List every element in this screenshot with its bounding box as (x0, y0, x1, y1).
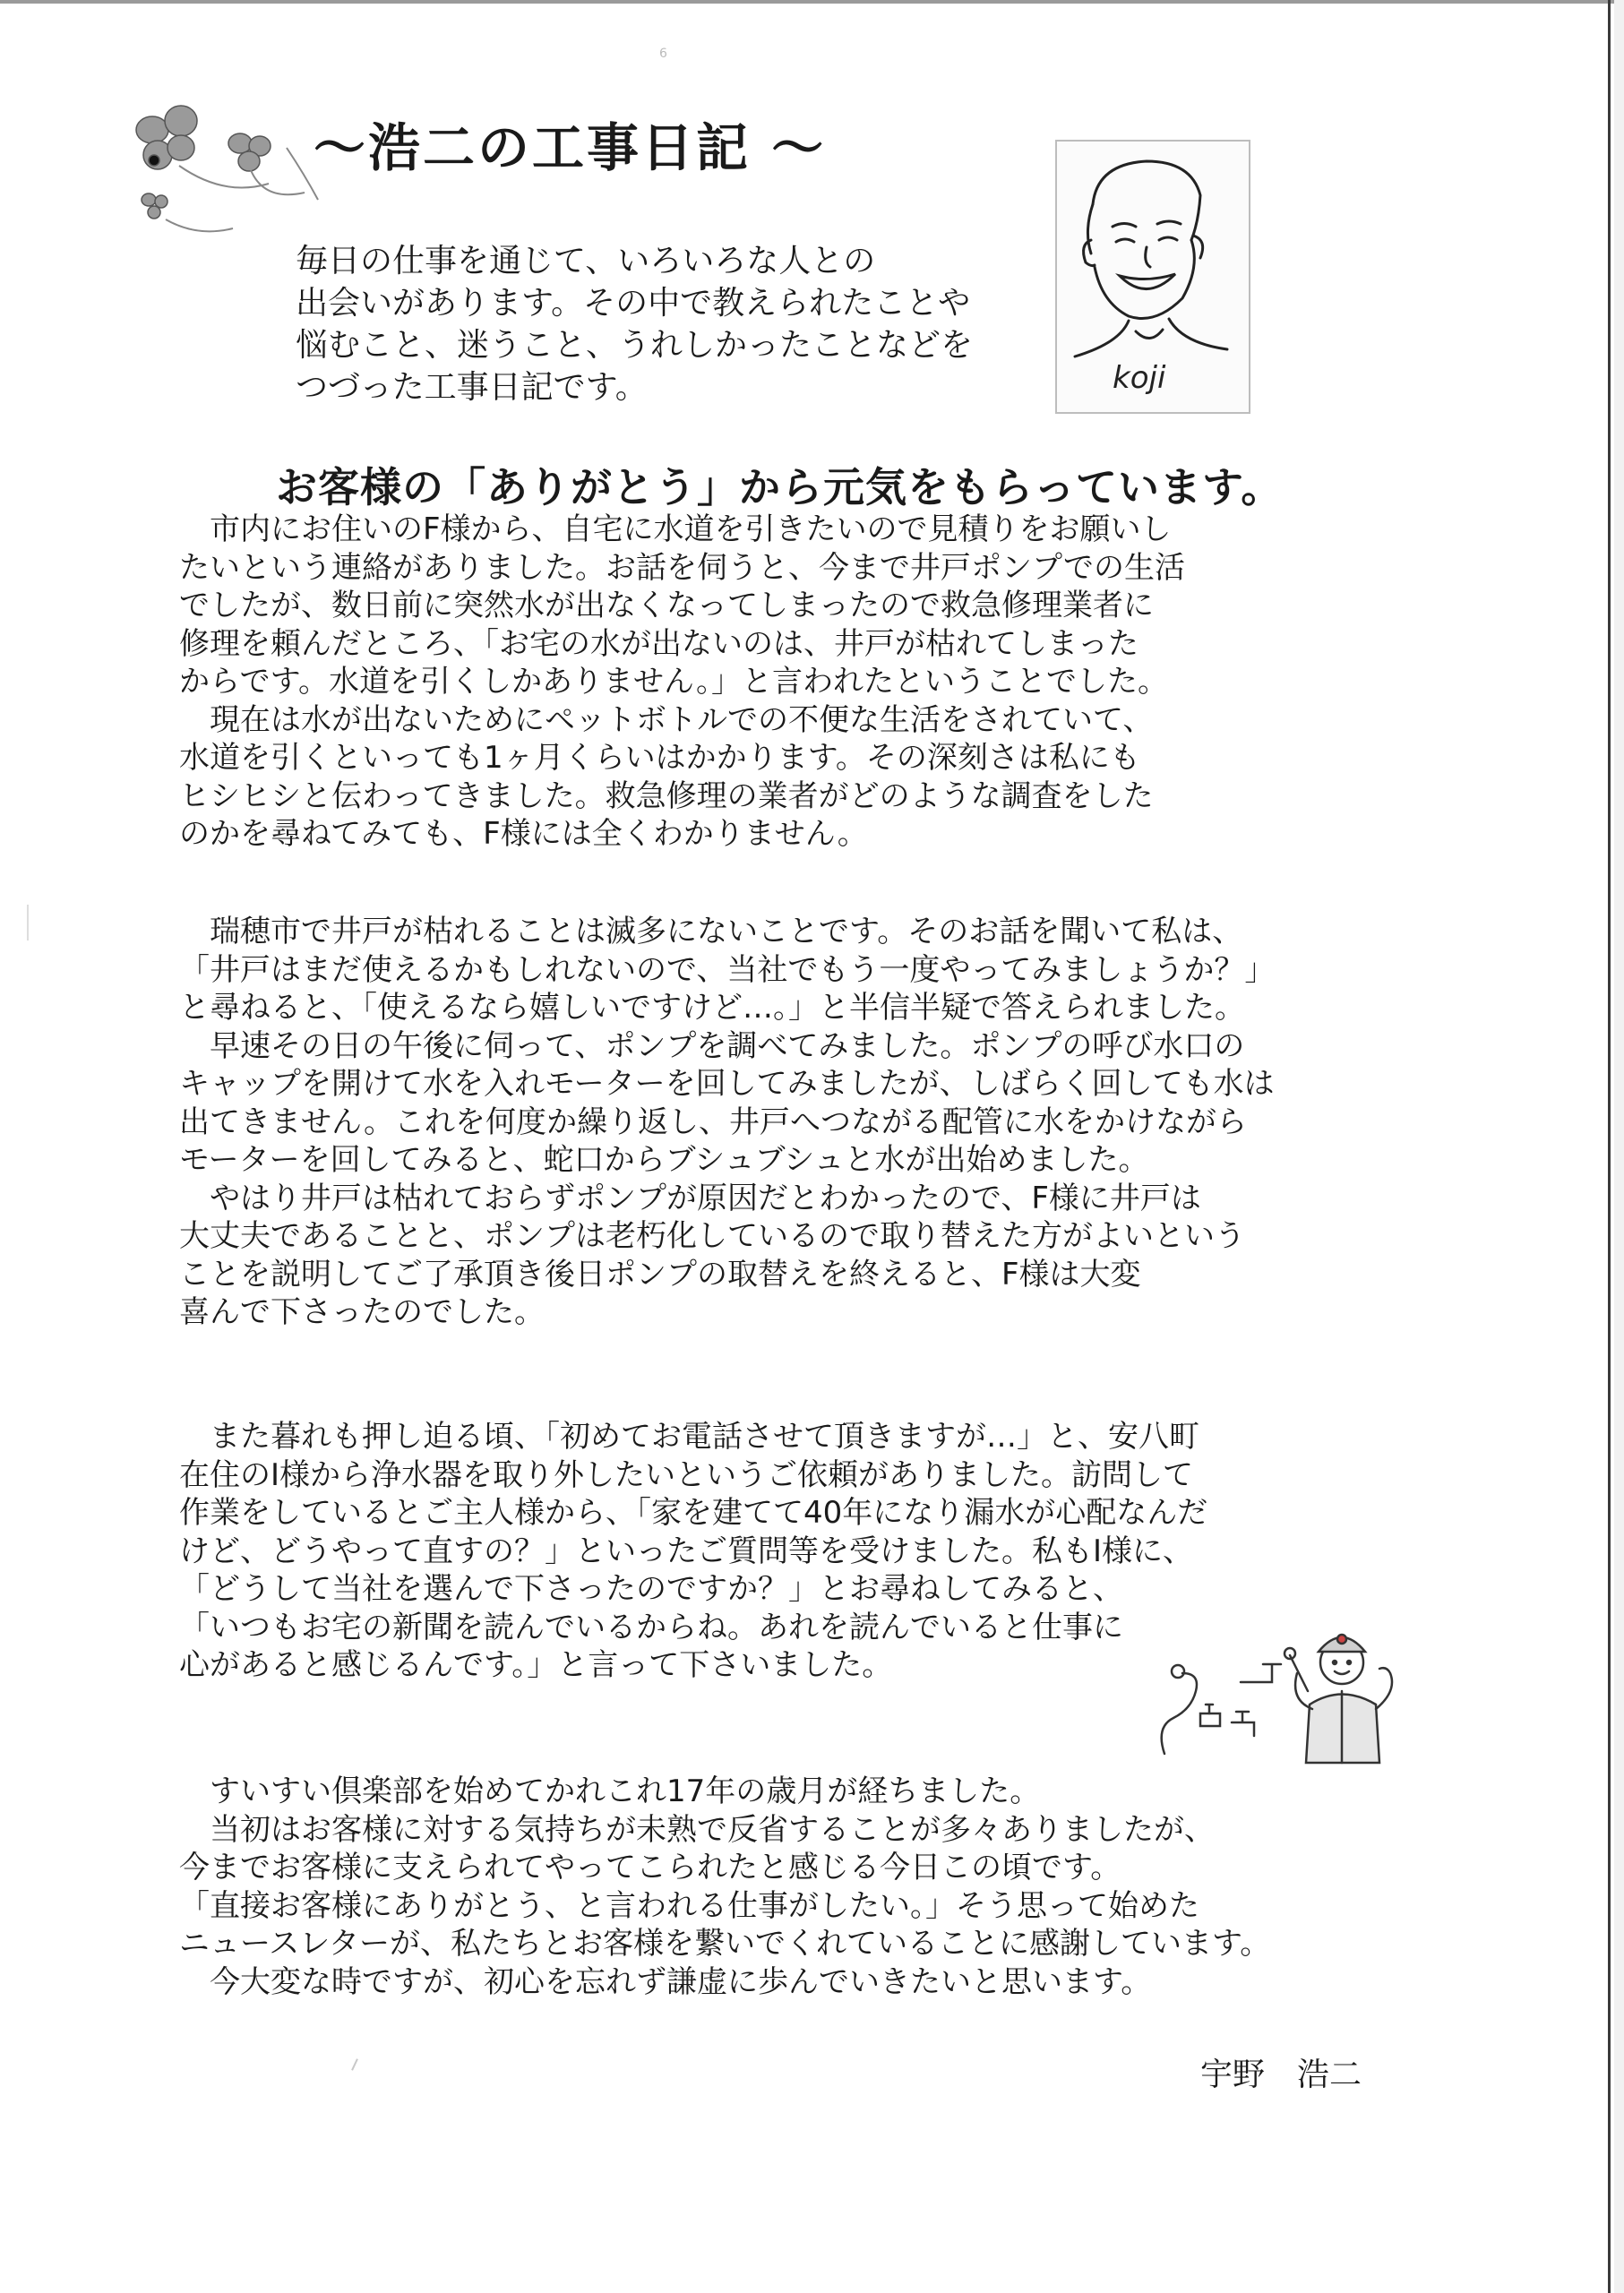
text-line: 水道を引くといっても1ヶ月くらいはかかります。その深刻さは私にも (179, 740, 1140, 776)
text-line: 早速その日の午後に伺って、ポンプを調べてみました。ポンプの呼び水口の (179, 1027, 1245, 1064)
text-line: 大丈夫であることと、ポンプは老朽化しているので取り替えた方がよいという (179, 1218, 1245, 1254)
clover-icon (125, 94, 331, 246)
intro-line: 毎日の仕事を通じて、いろいろな人との (296, 243, 876, 279)
text-line: 在住のI様から浄水器を取り外したいというご依頼がありました。訪問して (179, 1456, 1194, 1493)
scan-mark (351, 2058, 358, 2071)
text-line: 喜んで下さったのでした。 (179, 1294, 545, 1330)
text-line: でしたが、数日前に突然水が出なくなってしまったので救急修理業者に (179, 588, 1154, 623)
text-line: 瑞穂市で井戸が枯れることは滅多にないことです。そのお話を聞いて私は、 (179, 914, 1243, 949)
article-paragraph-4 (179, 1773, 1317, 2001)
portrait-frame (1055, 140, 1250, 414)
text-line: モーターを回してみると、蛇口からブシュブシュと水が出始めました。 (179, 1142, 1149, 1178)
text-line: ヒシヒシと伝わってきました。救急修理の業者がどのような調査をした (179, 777, 1154, 814)
page-top-edge (0, 0, 1624, 4)
text-line: 今までお客様に支えられてやってこられたと感じる今日この頃です。 (179, 1850, 1121, 1885)
portrait-sketch-icon (1057, 142, 1249, 412)
text-line: けど、どうやって直すの？」といったご質問等を受けました。私もI様に、 (179, 1533, 1194, 1569)
text-line: 出てきません。これを何度か繰り返し、井戸へつながる配管に水をかけながら (179, 1104, 1248, 1140)
text-line: 心があると感じるんです。」と言って下さいました。 (179, 1647, 893, 1683)
text-line: 修理を頼んだところ、「お宅の水が出ないのは、井戸が枯れてしまった (179, 625, 1139, 662)
page-right-edge (1608, 0, 1611, 2293)
text-line: 「いつもお宅の新聞を読んでいるからね。あれを読んでいると仕事に (179, 1609, 1123, 1645)
text-line: 今大変な時ですが、初心を忘れず謙虚に歩んでいきたいと思います。 (179, 1963, 1152, 2000)
article-paragraph-3 (179, 1418, 1317, 1685)
article-paragraph-2 (179, 913, 1317, 1332)
text-line: 「どうして当社を選んで下さったのですか？」とお尋ねしてみると、 (179, 1571, 1123, 1607)
text-line: のかを尋ねてみても、F様には全くわかりません。 (179, 816, 868, 852)
portrait-signature: koji (1113, 360, 1166, 396)
text-line: すいすい倶楽部を始めてかれこれ17年の歳月が経ちました。 (179, 1773, 1041, 1809)
intro-line: 悩むこと、迷うこと、うれしかったことなどを (296, 327, 974, 364)
page-number: 6 (659, 47, 667, 61)
text-line: 当初はお客様に対する気持ちが未熟で反省することが多々ありましたが、 (179, 1811, 1215, 1848)
text-line: 作業をしているとご主人様から、「家を建てて40年になり漏水が心配なんだ (179, 1495, 1208, 1531)
intro-line: つづった工事日記です。 (296, 369, 648, 406)
scan-mark (27, 905, 29, 940)
author-signature: 宇野 浩二 (1200, 2057, 1362, 2093)
text-line: また暮れも押し迫る頃、「初めてお電話させて頂きますが…」と、安八町 (179, 1419, 1199, 1455)
text-line: 市内にお住いのF様から、自宅に水道を引きたいので見積りをお願いし (179, 511, 1172, 547)
text-line: ことを説明してご了承頂き後日ポンプの取替えを終えると、F様は大変 (179, 1256, 1141, 1292)
text-line: たいという連絡がありました。お話を伺うと、今まで井戸ポンプでの生活 (179, 549, 1186, 586)
article-paragraph-1 (179, 511, 1317, 854)
page-title: ～浩二の工事日記 ～ (314, 117, 827, 178)
intro-text (296, 240, 1030, 408)
intro-line: 出会いがあります。その中で教えられたことや (296, 285, 971, 322)
text-line: ニュースレターが、私たちとお客様を繋いでくれていることに感謝しています。 (179, 1926, 1271, 1962)
text-line: 「直接お客様にありがとう、と言われる仕事がしたい。」そう思って始めた (179, 1887, 1199, 1924)
plumber-worker-icon (1156, 1619, 1424, 1772)
text-line: 「井戸はまだ使えるかもしれないので、当社でもう一度やってみましょうか？」 (179, 951, 1276, 988)
text-line: と尋ねると、「使えるなら嬉しいですけど…。」と半信半疑で答えられました。 (179, 990, 1245, 1026)
text-line: 現在は水が出ないためにペットボトルでの不便な生活をされていて、 (179, 701, 1154, 738)
text-line: やはり井戸は枯れておらずポンプが原因だとわかったので、F様に井戸は (179, 1180, 1201, 1216)
article-heading: お客様の「ありがとう」から元気をもらっています。 (276, 463, 1284, 511)
text-line: からです。水道を引くしかありません。」と言われたということでした。 (179, 664, 1168, 700)
text-line: キャップを開けて水を入れモーターを回してみましたが、しばらく回しても水は (179, 1066, 1275, 1102)
page-right-margin (1614, 0, 1624, 2293)
